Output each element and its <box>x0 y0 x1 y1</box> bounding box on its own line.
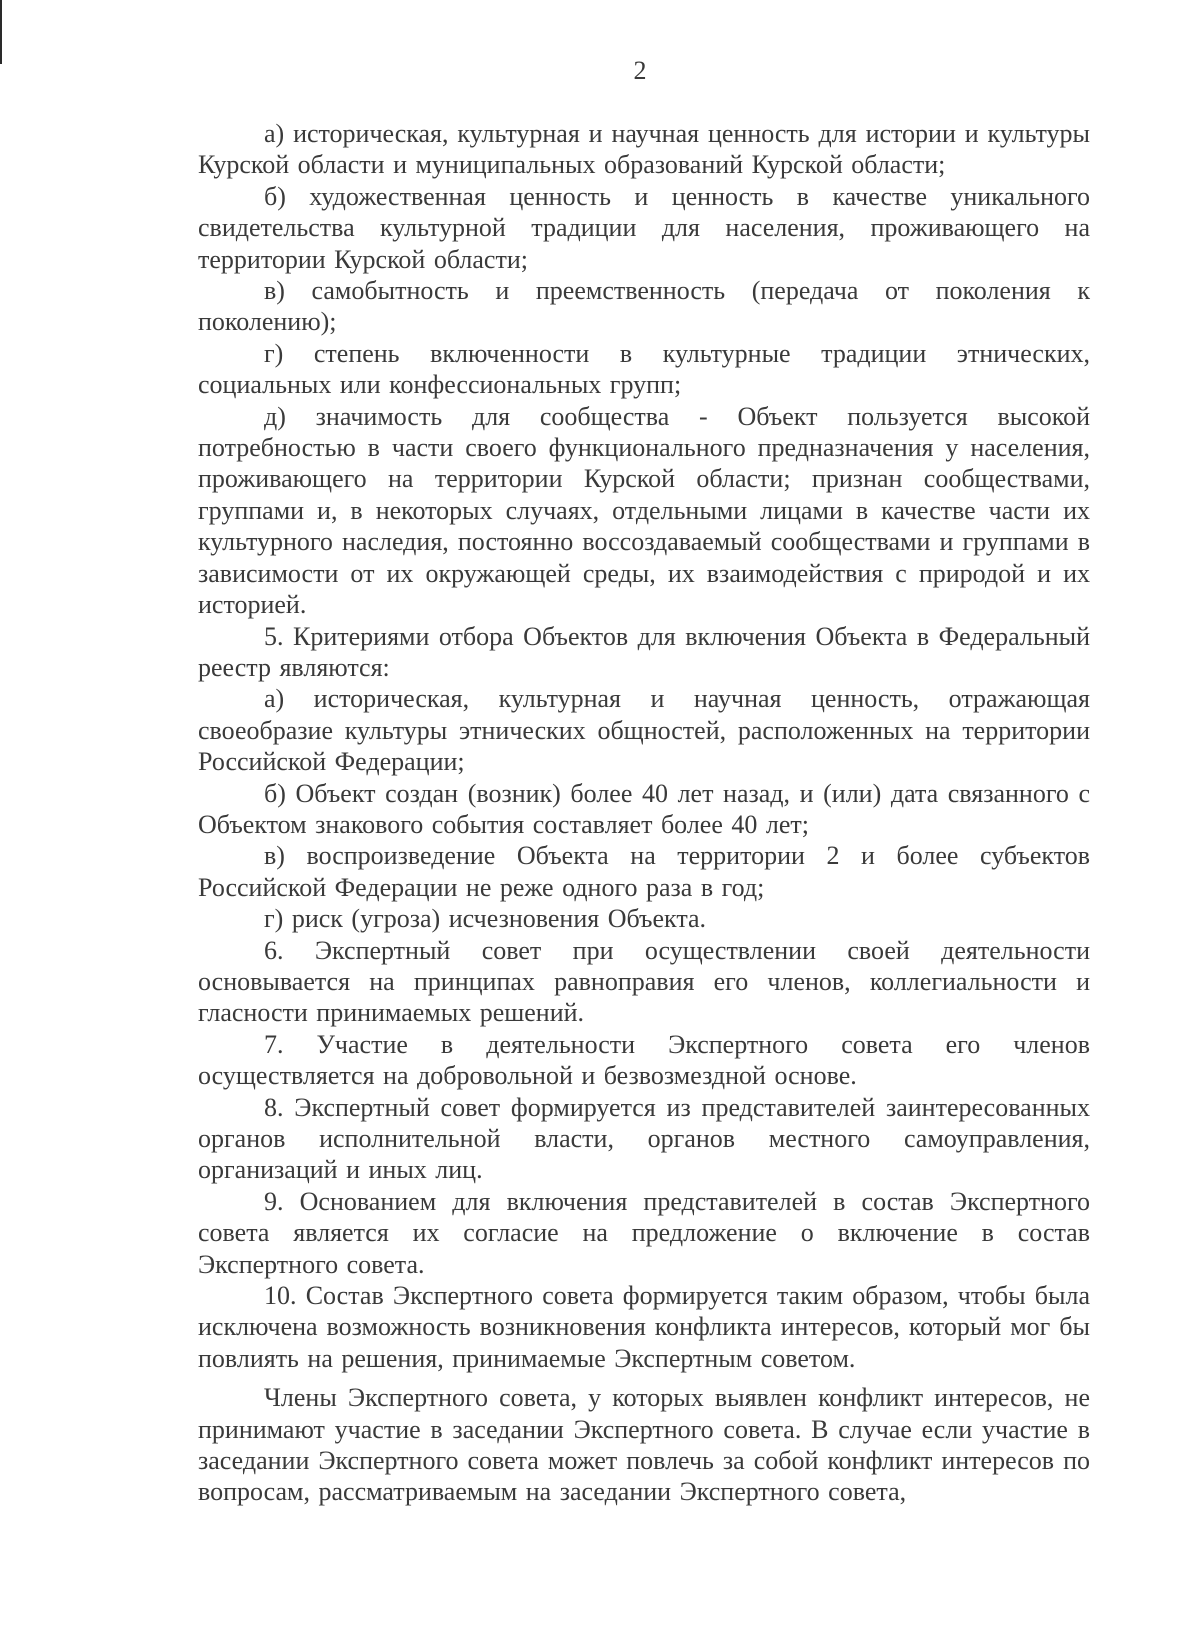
paragraph-criterion-g-regional: г) степень включенности в культурные традиции этнических, социальных или конфессиональных групп; <box>198 338 1090 400</box>
paragraph-clause-6: 6. Экспертный совет при осуществлении своей деятельности основывается на принципах равноправия его членов, коллегиальности и гласности принимаемых решений. <box>198 935 1090 1028</box>
paragraph-criterion-a-federal: а) историческая, культурная и научная ценность, отражающая своеобразие культуры этнических общностей, расположенных на территории Российской Федерации; <box>198 684 1090 777</box>
paragraph-criterion-v-regional: в) самобытность и преемственность (передача от поколения к поколению); <box>198 276 1090 337</box>
paragraph-clause-9: 9. Основанием для включения представителей в состав Экспертного совета является их согласие на предложение о включение в состав Экспертного совета. <box>198 1186 1090 1279</box>
paragraph-criterion-d-regional: д) значимость для сообщества - Объект пользуется высокой потребностью в части своего функционального предназначения у населения, проживающего на территории Курской области; признан сообществами, группами и, в некоторых случаях, отдельными лицами в качестве части их культурного наследия, постоянно воссоздаваемый сообществами и группами в зависимости от их окружающей среды, их взаимодействия с природой и их историей. <box>198 401 1090 620</box>
paragraph-conflict-of-interest: Члены Экспертного совета, у которых выявлен конфликт интересов, не принимают участие в заседании Экспертного совета. В случае если участие в заседании Экспертного совета может повлечь за собой конфликт интересов по вопросам, рассматриваемым на заседании Экспертного совета, <box>198 1383 1090 1507</box>
paragraph-clause-10: 10. Состав Экспертного совета формируется таким образом, чтобы была исключена возможность возникновения конфликта интересов, который мог бы повлиять на решения, принимаемые Экспертным советом. <box>198 1281 1090 1373</box>
paragraph-criterion-g-federal: г) риск (угроза) исчезновения Объекта. <box>264 904 707 934</box>
paragraph-criterion-b-regional: б) художественная ценность и ценность в качестве уникального свидетельства культурной традиции для населения, проживающего на территории Курской области; <box>198 181 1090 274</box>
paragraph-clause-8: 8. Экспертный совет формируется из представителей заинтересованных органов исполнительной власти, органов местного самоуправления, организаций и иных лиц. <box>198 1092 1090 1185</box>
document-body <box>198 118 1090 1508</box>
page-number: 2 <box>633 56 647 85</box>
scan-edge-mark <box>0 0 2 64</box>
paragraph-clause-7: 7. Участие в деятельности Экспертного совета его членов осуществляется на добровольной и безвозмездной основе. <box>198 1029 1090 1091</box>
paragraph-criterion-b-federal: б) Объект создан (возник) более 40 лет назад, и (или) дата связанного с Объектом знакового события составляет более 40 лет; <box>198 778 1090 839</box>
paragraph-criterion-v-federal: в) воспроизведение Объекта на территории 2 и более субъектов Российской Федерации не реже одного раза в год; <box>198 841 1090 902</box>
paragraph-clause-5: 5. Критериями отбора Объектов для включения Объекта в Федеральный реестр являются: <box>198 621 1090 682</box>
paragraph-criterion-a-regional: а) историческая, культурная и научная ценность для истории и культуры Курской области и муниципальных образований Курской области; <box>198 119 1090 180</box>
